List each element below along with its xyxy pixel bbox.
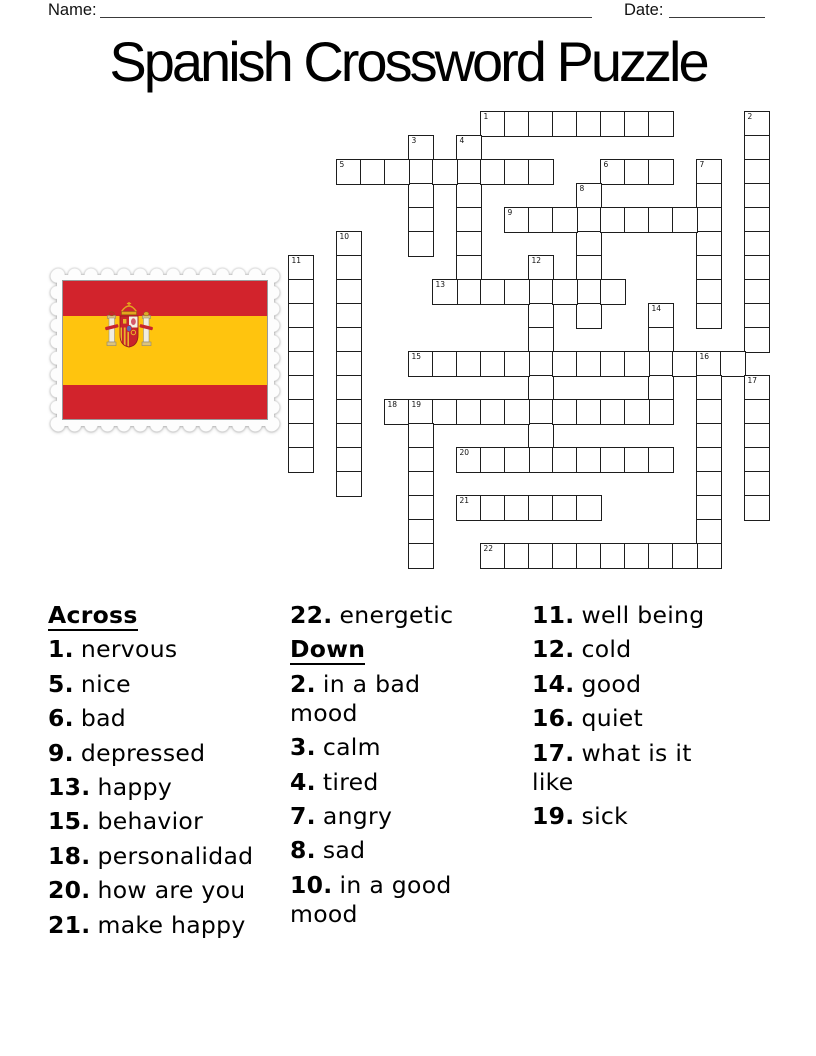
clue-text: angry (322, 801, 393, 830)
spain-flag (62, 280, 268, 420)
grid-cell (384, 159, 410, 185)
grid-cell-number: 17 (747, 376, 758, 385)
grid-cell (696, 183, 722, 209)
clue-item (290, 601, 475, 630)
grid-cell-number: 7 (699, 160, 705, 169)
clue-text: in a bad mood (290, 669, 421, 727)
grid-cell (504, 351, 530, 377)
grid-cell (528, 279, 554, 305)
grid-cell (504, 447, 530, 473)
clue-text: sick (581, 801, 629, 830)
clue-number: 1. (48, 635, 74, 664)
clue-item (290, 768, 475, 797)
grid-cell (696, 471, 722, 497)
grid-cell (552, 351, 578, 377)
grid-cell (336, 375, 362, 401)
grid-cell (336, 327, 362, 353)
clue-text: nice (80, 669, 131, 698)
grid-cell-number: 11 (291, 256, 302, 265)
clue-number: 7. (290, 801, 316, 830)
clue-text: personalidad (97, 841, 254, 870)
grid-cell-number: 13 (435, 280, 446, 289)
grid-cell (624, 111, 650, 137)
grid-cell (528, 351, 554, 377)
grid-cell (456, 255, 482, 281)
grid-cell (288, 255, 314, 281)
grid-cell (336, 351, 362, 377)
grid-cell (720, 351, 746, 377)
grid-cell (504, 207, 530, 233)
grid-cell (576, 255, 602, 281)
grid-cell (528, 207, 554, 233)
grid-cell (744, 231, 770, 257)
clue-text: energetic (339, 601, 454, 629)
grid-cell-number: 16 (699, 352, 710, 361)
grid-cell-number: 8 (579, 184, 585, 193)
clue-number: 11. (532, 601, 575, 629)
grid-cell (696, 423, 722, 449)
clue-number: 20. (48, 876, 91, 905)
grid-cell (696, 231, 722, 257)
grid-cell (456, 495, 482, 521)
grid-cell (624, 447, 650, 473)
date-label: Date: (624, 1, 664, 19)
grid-cell (552, 207, 578, 233)
grid-cell (576, 111, 602, 137)
grid-cell (504, 279, 530, 305)
clue-item (532, 802, 724, 831)
grid-cell (336, 303, 362, 329)
clue-item (48, 739, 290, 768)
grid-cell (696, 207, 722, 233)
grid-cell (456, 135, 482, 161)
grid-cell (432, 279, 458, 305)
date-fill-line (669, 0, 765, 18)
clue-text: calm (322, 733, 381, 762)
grid-cell (432, 399, 458, 425)
grid-cell (696, 495, 722, 521)
grid-cell (528, 159, 554, 185)
grid-cell (408, 231, 434, 257)
flag-stripe-red-bottom (63, 385, 267, 420)
flag-stripe-yellow (63, 316, 267, 385)
grid-cell (744, 183, 770, 209)
spain-coat-of-arms-icon (99, 300, 159, 360)
clue-number: 14. (532, 669, 575, 698)
grid-cell (744, 303, 770, 329)
grid-cell (696, 279, 722, 305)
clue-item (48, 911, 290, 940)
grid-cell (744, 135, 770, 161)
clue-number: 4. (290, 767, 316, 796)
grid-cell (744, 327, 770, 353)
grid-cell (744, 111, 770, 137)
grid-cell (408, 207, 434, 233)
spain-flag-stamp (50, 268, 280, 432)
clue-item (290, 802, 475, 831)
grid-cell (576, 231, 602, 257)
grid-cell (600, 543, 626, 569)
clue-item (532, 601, 724, 630)
grid-cell (744, 423, 770, 449)
clue-text: bad (80, 704, 127, 733)
grid-cell (648, 375, 674, 401)
clue-text: behavior (97, 807, 204, 836)
grid-cell (504, 111, 530, 137)
grid-cell (552, 279, 578, 305)
grid-cell (456, 183, 482, 209)
clue-item (48, 670, 290, 699)
grid-cell (576, 351, 602, 377)
clue-item (48, 807, 290, 836)
grid-cell (456, 279, 482, 305)
grid-cell-number: 6 (603, 160, 609, 169)
grid-cell (648, 327, 674, 353)
clue-number: 15. (48, 807, 91, 836)
clue-text: well being (581, 601, 705, 629)
grid-cell (552, 111, 578, 137)
grid-cell-number: 9 (507, 208, 513, 217)
clues-column-3 (532, 601, 724, 836)
clue-text: make happy (97, 910, 246, 939)
grid-cell (336, 423, 362, 449)
clue-number: 19. (532, 801, 575, 830)
grid-cell (504, 495, 530, 521)
clue-text: what is it like (532, 738, 692, 796)
grid-cell (336, 471, 362, 497)
grid-cell (600, 207, 626, 233)
grid-cell (336, 255, 362, 281)
grid-cell (288, 447, 314, 473)
grid-cell (648, 447, 674, 473)
grid-cell (744, 255, 770, 281)
grid-cell-number: 21 (459, 496, 470, 505)
grid-cell (696, 447, 722, 473)
clue-text: in a good mood (290, 870, 452, 928)
grid-cell (552, 495, 578, 521)
grid-cell (576, 447, 602, 473)
clue-item (532, 635, 724, 664)
grid-cell (576, 543, 602, 569)
grid-cell (576, 303, 602, 329)
grid-cell (744, 159, 770, 185)
clue-item (48, 842, 290, 871)
grid-cell-number: 18 (387, 400, 398, 409)
grid-cell (648, 351, 674, 377)
clue-text: how are you (97, 876, 246, 905)
grid-cell-number: 3 (411, 136, 417, 145)
grid-cell-number: 5 (339, 160, 345, 169)
grid-cell (288, 351, 314, 377)
clue-number: 12. (532, 635, 575, 664)
clue-number: 17. (532, 738, 575, 767)
grid-cell (336, 399, 362, 425)
name-label: Name: (48, 1, 97, 19)
grid-cell (744, 279, 770, 305)
grid-cell (600, 447, 626, 473)
grid-cell (600, 111, 626, 137)
grid-cell (408, 519, 434, 545)
grid-cell (528, 399, 554, 425)
grid-cell-number: 1 (483, 112, 489, 121)
clue-number: 9. (48, 738, 74, 767)
grid-cell-number: 4 (459, 136, 465, 145)
grid-cell (672, 543, 698, 569)
grid-cell (456, 351, 482, 377)
grid-cell (648, 543, 674, 569)
clue-number: 13. (48, 772, 91, 801)
grid-cell (336, 231, 362, 257)
grid-cell (528, 255, 554, 281)
grid-cell (288, 423, 314, 449)
clue-number: 18. (48, 841, 91, 870)
grid-cell (576, 207, 602, 233)
clue-number: 16. (532, 704, 575, 733)
clue-item (290, 871, 475, 929)
clue-number: 5. (48, 669, 74, 698)
grid-cell (624, 351, 650, 377)
grid-cell (408, 183, 434, 209)
grid-cell (480, 159, 506, 185)
grid-cell (456, 231, 482, 257)
grid-cell (552, 399, 578, 425)
grid-cell (600, 351, 626, 377)
page-title: Spanish Crossword Puzzle (109, 30, 707, 93)
grid-cell (528, 111, 554, 137)
grid-cell (696, 375, 722, 401)
grid-cell (744, 375, 770, 401)
grid-cell (576, 279, 602, 305)
grid-cell (624, 399, 650, 425)
grid-cell (648, 159, 674, 185)
grid-cell (408, 159, 434, 185)
grid-cell (696, 399, 722, 425)
grid-cell (648, 399, 674, 425)
grid-cell (504, 543, 530, 569)
clue-number: 10. (290, 870, 333, 899)
grid-cell (480, 279, 506, 305)
grid-cell (408, 471, 434, 497)
grid-cell (432, 351, 458, 377)
grid-cell (528, 447, 554, 473)
grid-cell (504, 399, 530, 425)
clue-number: 8. (290, 836, 316, 865)
grid-cell (624, 207, 650, 233)
clue-number: 22. (290, 601, 333, 629)
grid-cell (600, 159, 626, 185)
grid-cell (408, 135, 434, 161)
grid-cell (576, 399, 602, 425)
clue-number: 6. (48, 704, 74, 733)
grid-cell (456, 447, 482, 473)
grid-cell-number: 15 (411, 352, 422, 361)
grid-cell (480, 111, 506, 137)
clue-item (290, 836, 475, 865)
grid-cell (528, 495, 554, 521)
grid-cell (480, 351, 506, 377)
grid-cell (288, 303, 314, 329)
grid-cell (456, 399, 482, 425)
grid-cell (744, 471, 770, 497)
clues-column-1 (48, 601, 290, 945)
clue-text: tired (322, 767, 379, 796)
grid-cell (696, 159, 722, 185)
grid-cell (408, 495, 434, 521)
clue-number: 21. (48, 910, 91, 939)
clue-item (532, 670, 724, 699)
grid-cell (696, 255, 722, 281)
grid-cell (456, 207, 482, 233)
grid-cell (672, 351, 698, 377)
clue-item (48, 773, 290, 802)
clue-text: sad (322, 836, 366, 865)
grid-cell (744, 447, 770, 473)
clue-item (290, 670, 475, 728)
clue-text: nervous (80, 635, 178, 664)
grid-cell (696, 303, 722, 329)
grid-cell (744, 399, 770, 425)
grid-cell (744, 495, 770, 521)
grid-cell-number: 2 (747, 112, 753, 121)
grid-cell (528, 423, 554, 449)
grid-cell (432, 159, 458, 185)
clues-heading-across: Across (48, 601, 138, 629)
clues-column-2 (290, 601, 475, 934)
clue-number: 2. (290, 669, 316, 698)
grid-cell-number: 22 (483, 544, 494, 553)
clue-text: good (581, 669, 642, 698)
grid-cell (528, 543, 554, 569)
grid-cell (528, 303, 554, 329)
name-fill-line (100, 0, 592, 18)
grid-cell (672, 207, 698, 233)
grid-cell (552, 447, 578, 473)
grid-cell (336, 447, 362, 473)
grid-cell (648, 207, 674, 233)
grid-cell (552, 543, 578, 569)
clue-item (48, 635, 290, 664)
grid-cell (648, 303, 674, 329)
grid-cell (480, 399, 506, 425)
clue-text: quiet (581, 704, 644, 733)
grid-cell (408, 423, 434, 449)
clue-text: happy (97, 772, 173, 801)
clue-item (48, 704, 290, 733)
grid-cell (696, 351, 722, 377)
clue-number: 3. (290, 733, 316, 762)
grid-cell-number: 19 (411, 400, 422, 409)
grid-cell (288, 279, 314, 305)
clue-item (532, 739, 724, 797)
grid-cell (408, 351, 434, 377)
grid-cell (600, 279, 626, 305)
grid-cell-number: 14 (651, 304, 662, 313)
grid-cell-number: 12 (531, 256, 542, 265)
grid-cell (528, 327, 554, 353)
grid-cell (456, 159, 482, 185)
grid-cell-number: 10 (339, 232, 350, 241)
grid-cell (288, 399, 314, 425)
grid-cell (288, 375, 314, 401)
grid-cell (576, 183, 602, 209)
clues-heading-down: Down (290, 635, 366, 664)
grid-cell-number: 20 (459, 448, 470, 457)
grid-cell (624, 159, 650, 185)
grid-cell (600, 399, 626, 425)
grid-cell (408, 399, 434, 425)
grid-cell (288, 327, 314, 353)
clue-item (290, 733, 475, 762)
flag-stripe-red-top (63, 281, 267, 316)
grid-cell (744, 207, 770, 233)
grid-cell (696, 543, 722, 569)
grid-cell (408, 543, 434, 569)
grid-cell (480, 495, 506, 521)
crossword-grid (288, 111, 770, 569)
clue-text: depressed (80, 738, 206, 767)
grid-cell (696, 519, 722, 545)
grid-cell (360, 159, 386, 185)
grid-cell (480, 447, 506, 473)
grid-cell (528, 375, 554, 401)
grid-cell (624, 543, 650, 569)
grid-cell (648, 111, 674, 137)
grid-cell (336, 279, 362, 305)
clue-item (48, 876, 290, 905)
grid-cell (384, 399, 410, 425)
clue-item (532, 704, 724, 733)
grid-cell (504, 159, 530, 185)
grid-cell (480, 543, 506, 569)
grid-cell (576, 495, 602, 521)
clue-text: cold (581, 635, 632, 664)
grid-cell (336, 159, 362, 185)
grid-cell (408, 447, 434, 473)
